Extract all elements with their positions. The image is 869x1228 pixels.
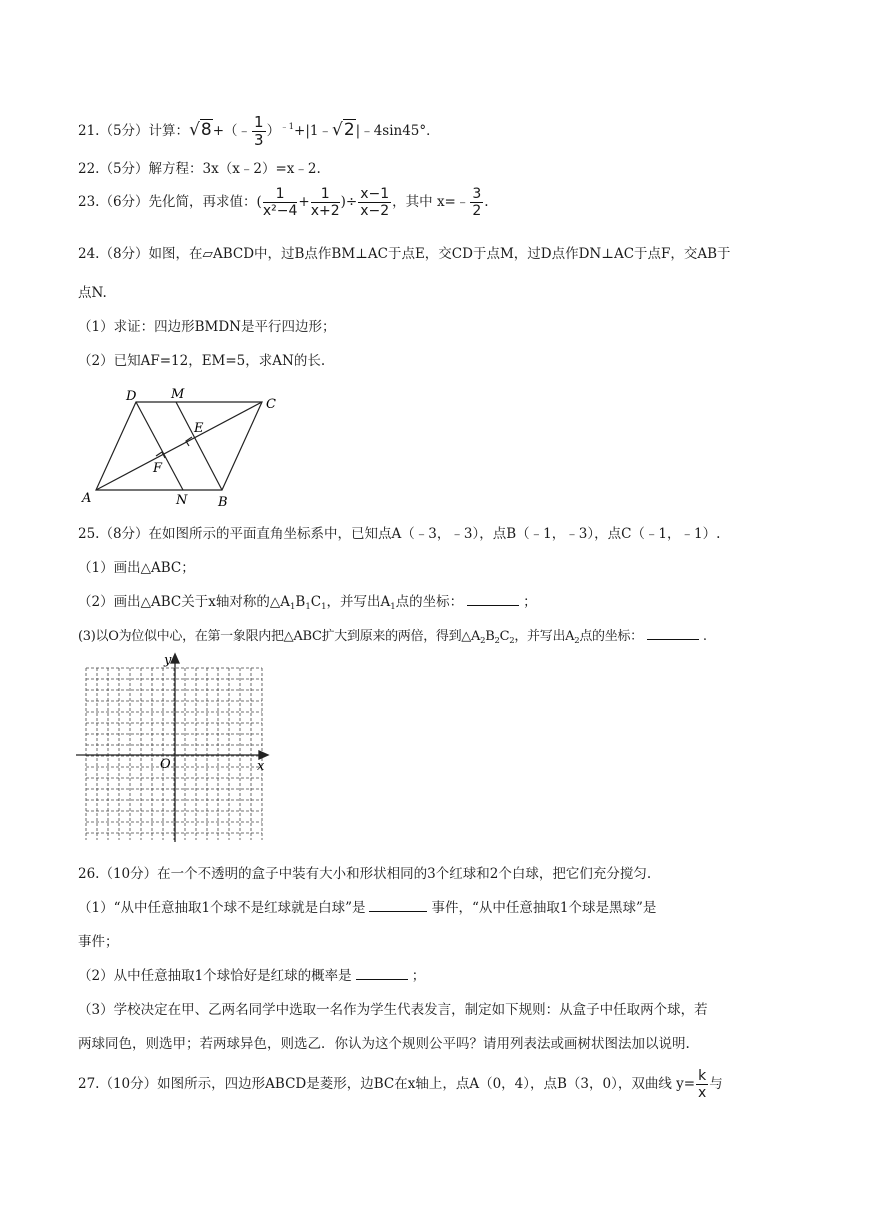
question-24-sub2: （2）已知AF=12，EM=5，求AN的长. bbox=[78, 353, 326, 369]
question-25-sub1: （1）画出△ABC； bbox=[78, 560, 195, 576]
question-26-line1: 26.（10分）在一个不透明的盒子中装有大小和形状相同的3个红球和2个白球，把它们充分搅匀. bbox=[78, 866, 652, 882]
fraction-k-over-x: $\frac{k}{x}$ bbox=[698, 1068, 707, 1101]
question-27: 27.（10分）如图所示，四边形ABCD是菱形，边BC在x轴上，点A（0，4），点B（3，0），双曲线 y= $\frac{k}{x}$ 与 bbox=[78, 1068, 723, 1101]
coordinate-grid bbox=[70, 652, 280, 848]
question-23: 23.（6分）先化简，再求值：( $\frac{1}{\text{x²−4}}$ + $\frac{1}{x+2}$ )÷ $\frac{x-1}{x-2}$ ，其中 x=﹣ $\frac{3}{2}$ . bbox=[78, 186, 489, 219]
label-F: F bbox=[153, 461, 163, 476]
axis-x-label: x bbox=[257, 759, 265, 774]
question-24-line2: 点N. bbox=[78, 285, 107, 301]
question-22: 22.（5分）解方程：3x（x﹣2）=x﹣2. bbox=[78, 161, 321, 177]
question-26-sub3-line1: （3）学校决定在甲、乙两名同学中选取一名作为学生代表发言，制定如下规则：从盒子中任取两个球，若 bbox=[78, 1002, 708, 1018]
fraction-4: $\frac{3}{2}$ bbox=[472, 186, 482, 219]
parallelogram-figure bbox=[70, 380, 290, 510]
answer-blank-a2[interactable] bbox=[647, 626, 699, 640]
label-B: B bbox=[218, 495, 228, 510]
label-M: M bbox=[171, 387, 185, 402]
question-26-sub1: （1）“从中任意抽取1个球不是红球就是白球”是 事件，“从中任意抽取1个球是黑球”是 bbox=[78, 900, 657, 916]
answer-blank-a1[interactable] bbox=[467, 592, 519, 606]
fraction-2: $\frac{1}{x+2}$ bbox=[310, 186, 340, 219]
question-26-sub2: （2）从中任意抽取1个球恰好是红球的概率是 ； bbox=[78, 968, 426, 984]
question-25-sub2: （2）画出△ABC关于x轴对称的$\triangle A_1B_1C_1$，并写出$A_1$点的坐标： ； bbox=[78, 594, 537, 612]
label-N: N bbox=[176, 493, 188, 508]
question-21: 21.（5分）计算：√8+（﹣ $\frac{1}{3}$ ）$^{﹣1}$+|1﹣√2|﹣4sin45°． bbox=[78, 113, 440, 149]
sqrt-2: √2 bbox=[331, 120, 355, 140]
label-D: D bbox=[126, 389, 137, 404]
label-E: E bbox=[194, 421, 204, 436]
question-25-line1: 25.（8分）在如图所示的平面直角坐标系中，已知点A（﹣3，﹣3），点B（﹣1，﹣3），点C（﹣1，﹣1）. bbox=[78, 526, 721, 542]
axis-y-label: y bbox=[164, 653, 172, 668]
question-26-sub3-line2: 两球同色，则选甲；若两球异色，则选乙．你认为这个规则公平吗？请用列表法或画树状图法加以说明. bbox=[78, 1036, 690, 1052]
fraction-1: $\frac{1}{\text{x²−4}}$ bbox=[262, 186, 298, 219]
fraction-one-third: $\frac{1}{3}$ bbox=[254, 113, 264, 149]
question-24-line1: 24.（8分）如图，在▱ABCD中，过B点作BM⊥AC于点E，交CD于点M，过D点作DN⊥AC于点F，交AB于 bbox=[78, 246, 731, 262]
fraction-3: $\frac{x-1}{x-2}$ bbox=[360, 186, 390, 219]
question-26-sub1-cont: 事件； bbox=[78, 934, 119, 950]
question-24-sub1: （1）求证：四边形BMDN是平行四边形； bbox=[78, 319, 336, 335]
label-C: C bbox=[266, 397, 276, 412]
sqrt-8: √8 bbox=[189, 120, 212, 140]
question-25-sub3: (3)以O为位似中心，在第一象限内把△ABC扩大到原来的两倍，得到$\triangle A_2B_2C_2$，并写出$A_2$点的坐标： . bbox=[78, 626, 707, 651]
answer-blank-event1[interactable] bbox=[369, 898, 427, 912]
origin-label: O bbox=[160, 757, 171, 772]
answer-blank-probability[interactable] bbox=[356, 966, 408, 980]
label-A: A bbox=[82, 491, 92, 506]
